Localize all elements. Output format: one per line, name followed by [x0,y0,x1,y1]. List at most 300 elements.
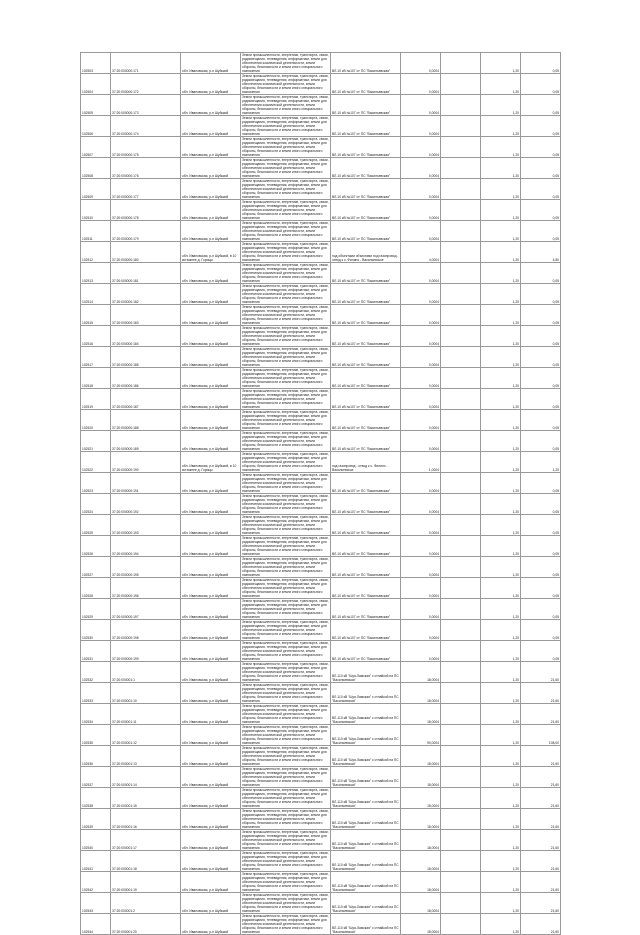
empty-cell [441,95,481,116]
land-category: Земли промышленности, энергетики, транспорта, связи, радиовещания, телевидения, информатики, земли для обеспечения космической деятельности, земли обороны, безопасности и земли иного специального назначения [242,599,329,619]
land-category: Земли промышленности, энергетики, транспорта, связи, радиовещания, телевидения, информатики, земли для обеспечения космической деятельности, земли обороны, безопасности и земли иного специального назначения [242,410,329,430]
cadastral-value: 0,05 [521,284,561,305]
permitted-use: ВЛ-10 кВ №107 от ПС "Васильевская" [331,473,401,494]
area-value: 0,0004 [401,95,441,116]
area-value: 1,0004 [401,452,441,473]
empty-cell [441,116,481,137]
row-number: 102508 [81,158,111,179]
cadastral-number: 37:20:000000:187 [111,389,181,410]
row-number: 102513 [81,263,111,284]
table-row [81,137,561,158]
row-number: 102510 [81,200,111,221]
table-row [81,473,561,494]
row-number: 102539 [81,809,111,830]
permitted-use: ВЛ-10 кВ №107 от ПС "Васильевская" [331,620,401,641]
address: обл. Ивановская, р-н Шуйский [181,557,241,578]
address: обл. Ивановская, р-н Шуйский [181,473,241,494]
permitted-use: ВЛ-110 кВ "Шуя-Ламская" с отпайкой на ПС "Васильевская" [331,767,401,788]
table-row [81,305,561,326]
empty-cell [441,137,481,158]
specific-cost: 1,20 [481,74,521,95]
cadastral-value: 21,60 [521,788,561,809]
address: обл. Ивановская, р-н Шуйский [181,53,241,74]
empty-cell [441,683,481,704]
specific-cost: 1,20 [481,494,521,515]
empty-cell [441,410,481,431]
cadastral-value: 0,05 [521,200,561,221]
address: обл. Ивановская, р-н Шуйский [181,179,241,200]
address: обл. Ивановская, р-н Шуйский [181,158,241,179]
row-number: 102504 [81,74,111,95]
area-value: 18,0004 [401,830,441,851]
table-row [81,830,561,851]
cadastral-value: 0,05 [521,74,561,95]
empty-cell [441,305,481,326]
specific-cost: 1,20 [481,305,521,326]
cadastral-value: 21,60 [521,809,561,830]
table-row [81,788,561,809]
cadastral-value: 4,80 [521,242,561,263]
row-number: 102529 [81,599,111,620]
address: обл. Ивановская, р-н Шуйский [181,137,241,158]
address: обл. Ивановская, р-н Шуйский [181,200,241,221]
specific-cost: 1,20 [481,53,521,74]
cadastral-number: 37:20:000001:12 [111,725,181,746]
specific-cost: 1,20 [481,725,521,746]
cadastral-value: 108,00 [521,725,561,746]
address: обл. Ивановская, р-н Шуйский [181,284,241,305]
table-row [81,914,561,935]
land-category: Земли промышленности, энергетики, транспорта, связи, радиовещания, телевидения, информатики, земли для обеспечения космической деятельности, земли обороны, безопасности и земли иного специального назначения [242,494,329,514]
row-number: 102511 [81,221,111,242]
specific-cost: 1,20 [481,284,521,305]
area-value: 0,0004 [401,326,441,347]
table-row [81,53,561,74]
land-category: Земли промышленности, энергетики, транспорта, связи, радиовещания, телевидения, информатики, земли для обеспечения космической деятельности, земли обороны, безопасности и земли иного специального назначения [242,809,329,829]
row-number: 102533 [81,683,111,704]
address: обл. Ивановская, р-н Шуйский [181,347,241,368]
permitted-use: ВЛ-110 кВ "Шуя-Ламская" с отпайкой на ПС "Васильевская" [331,788,401,809]
cadastral-number: 37:20:000000:171 [111,53,181,74]
land-category: Земли промышленности, энергетики, транспорта, связи, радиовещания, телевидения, информатики, земли для обеспечения космической деятельности, земли обороны, безопасности и земли иного специального назначения [242,284,329,304]
cadastral-number: 37:20:000000:190 [111,452,181,473]
row-number: 102514 [81,284,111,305]
cadastral-number: 37:20:000001:1 [111,662,181,683]
permitted-use: ВЛ-10 кВ №107 от ПС "Васильевская" [331,578,401,599]
specific-cost: 1,20 [481,95,521,116]
cadastral-number: 37:20:000000:192 [111,494,181,515]
permitted-use: ВЛ-110 кВ "Шуя-Ламская" с отпайкой на ПС "Васильевская" [331,746,401,767]
table-row [81,704,561,725]
cadastral-value: 0,05 [521,515,561,536]
specific-cost: 1,20 [481,683,521,704]
empty-cell [441,179,481,200]
specific-cost: 1,20 [481,809,521,830]
address: обл. Ивановская, р-н Шуйский [181,620,241,641]
specific-cost: 1,20 [481,137,521,158]
table-row [81,116,561,137]
row-number: 102542 [81,872,111,893]
address: обл. Ивановская, р-н Шуйский [181,578,241,599]
address: обл. Ивановская, р-н Шуйский [181,305,241,326]
cadastral-number: 37:20:000000:182 [111,284,181,305]
area-value: 0,0004 [401,368,441,389]
permitted-use: ВЛ-10 кВ №107 от ПС "Васильевская" [331,95,401,116]
land-category: Земли промышленности, энергетики, транспорта, связи, радиовещания, телевидения, информатики, земли для обеспечения космической деятельности, земли обороны, безопасности и земли иного специального назначения [242,515,329,535]
specific-cost: 1,20 [481,116,521,137]
cadastral-value: 1,20 [521,452,561,473]
empty-cell [441,851,481,872]
specific-cost: 1,20 [481,746,521,767]
permitted-use: ВЛ-110 кВ "Шуя-Ламская" с отпайкой на ПС "Васильевская" [331,704,401,725]
land-category: Земли промышленности, энергетики, транспорта, связи, радиовещания, телевидения, информатики, земли для обеспечения космической деятельности, земли обороны, безопасности и земли иного специального назначения [242,851,329,871]
permitted-use: ВЛ-110 кВ "Шуя-Ламская" с отпайкой на ПС "Васильевская" [331,809,401,830]
table-row [81,74,561,95]
row-number: 102532 [81,662,111,683]
land-category: Земли промышленности, энергетики, транспорта, связи, радиовещания, телевидения, информатики, земли для обеспечения космической деятельности, земли обороны, безопасности и земли иного специального назначения [242,200,329,220]
land-category: Земли промышленности, энергетики, транспорта, связи, радиовещания, телевидения, информатики, земли для обеспечения космической деятельности, земли обороны, безопасности и земли иного специального назначения [242,578,329,598]
cadastral-number: 37:20:000000:178 [111,200,181,221]
address: обл. Ивановская, р-н Шуйский [181,536,241,557]
specific-cost: 1,20 [481,410,521,431]
specific-cost: 1,20 [481,620,521,641]
row-number: 102538 [81,788,111,809]
cadastral-number: 37:20:000000:188 [111,410,181,431]
address: обл. Ивановская, р-н Шуйский [181,431,241,452]
land-category: Земли промышленности, энергетики, транспорта, связи, радиовещания, телевидения, информатики, земли для обеспечения космической деятельности, земли обороны, безопасности и земли иного специального назначения [242,326,329,346]
empty-cell [441,242,481,263]
table-row [81,515,561,536]
permitted-use: ВЛ-10 кВ №107 от ПС "Васильевская" [331,305,401,326]
cadastral-number: 37:20:000001:18 [111,851,181,872]
specific-cost: 1,20 [481,641,521,662]
cadastral-number: 37:20:000000:191 [111,473,181,494]
address: обл. Ивановская, р-н Шуйский [181,872,241,893]
empty-cell [441,830,481,851]
land-category: Земли промышленности, энергетики, транспорта, связи, радиовещания, телевидения, информатики, земли для обеспечения космической деятельности, земли обороны, безопасности и земли иного специального назначения [242,536,329,556]
row-number: 102537 [81,767,111,788]
address: обл. Ивановская, р-н Шуйский [181,851,241,872]
address: обл. Ивановская, р-н Шуйский [181,683,241,704]
row-number: 102512 [81,242,111,263]
cadastral-value: 0,05 [521,158,561,179]
area-value: 18,0004 [401,662,441,683]
address: обл. Ивановская, р-н Шуйский [181,725,241,746]
area-value: 0,0004 [401,557,441,578]
empty-cell [441,284,481,305]
empty-cell [441,158,481,179]
table-row [81,809,561,830]
cadastral-number: 37:20:000000:176 [111,158,181,179]
specific-cost: 1,20 [481,389,521,410]
area-value: 0,0004 [401,599,441,620]
address: обл. Ивановская, р-н Шуйский [181,389,241,410]
specific-cost: 1,20 [481,347,521,368]
area-value: 0,0004 [401,494,441,515]
row-number: 102515 [81,305,111,326]
cadastral-value: 21,60 [521,914,561,935]
cadastral-number: 37:20:000001:2 [111,893,181,914]
specific-cost: 1,20 [481,578,521,599]
area-value: 18,0004 [401,809,441,830]
permitted-use: ВЛ-110 кВ "Шуя-Ламская" с отпайкой на ПС "Васильевская" [331,725,401,746]
table-row [81,179,561,200]
cadastral-number: 37:20:000000:184 [111,326,181,347]
specific-cost: 1,20 [481,368,521,389]
cadastral-number: 37:20:000000:177 [111,179,181,200]
row-number: 102525 [81,515,111,536]
cadastral-number: 37:20:000001:17 [111,830,181,851]
cadastral-number: 37:20:000000:189 [111,431,181,452]
row-number: 102527 [81,557,111,578]
permitted-use: ВЛ-10 кВ №107 от ПС "Васильевская" [331,641,401,662]
cadastral-value: 0,05 [521,641,561,662]
cadastral-value: 21,60 [521,767,561,788]
empty-cell [441,431,481,452]
specific-cost: 1,20 [481,830,521,851]
area-value: 18,0004 [401,851,441,872]
cadastral-value: 21,60 [521,704,561,725]
permitted-use: ВЛ-110 кВ "Шуя-Ламская" с отпайкой на ПС "Васильевская" [331,914,401,935]
cadastral-value: 0,05 [521,536,561,557]
area-value: 18,0004 [401,704,441,725]
cadastral-number: 37:20:000000:173 [111,95,181,116]
empty-cell [441,872,481,893]
cadastral-value: 0,05 [521,389,561,410]
row-number: 102506 [81,116,111,137]
cadastral-number: 37:20:000001:16 [111,809,181,830]
empty-cell [441,494,481,515]
area-value: 0,0004 [401,305,441,326]
area-value: 0,0004 [401,410,441,431]
row-number: 102541 [81,851,111,872]
empty-cell [441,704,481,725]
row-number: 102540 [81,830,111,851]
cadastral-value: 0,05 [521,326,561,347]
row-number: 102505 [81,95,111,116]
specific-cost: 1,20 [481,221,521,242]
specific-cost: 1,20 [481,515,521,536]
table-row [81,263,561,284]
empty-cell [441,914,481,935]
row-number: 102535 [81,725,111,746]
cadastral-value: 0,05 [521,368,561,389]
cadastral-number: 37:20:000001:10 [111,683,181,704]
land-category: Земли промышленности, энергетики, транспорта, связи, радиовещания, телевидения, информатики, земли для обеспечения космической деятельности, земли обороны, безопасности и земли иного специального назначения [242,305,329,325]
land-category: Земли промышленности, энергетики, транспорта, связи, радиовещания, телевидения, информатики, земли для обеспечения космической деятельности, земли обороны, безопасности и земли иного специального назначения [242,221,329,241]
land-category: Земли промышленности, энергетики, транспорта, связи, радиовещания, телевидения, информатики, земли для обеспечения космической деятельности, земли обороны, безопасности и земли иного специального назначения [242,452,329,472]
cadastral-value: 21,60 [521,662,561,683]
specific-cost: 1,20 [481,704,521,725]
cadastral-number: 37:20:000000:179 [111,221,181,242]
table-row [81,200,561,221]
address: обл. Ивановская, р-н Шуйский [181,893,241,914]
address: обл. Ивановская, р-н Шуйский [181,116,241,137]
empty-cell [441,221,481,242]
permitted-use: ВЛ-10 кВ №107 от ПС "Васильевская" [331,326,401,347]
permitted-use: под объектами объектами под газопровод - отвод к с. Филино - Васильевское [331,242,401,263]
area-value: 18,0004 [401,872,441,893]
row-number: 102530 [81,620,111,641]
empty-cell [441,725,481,746]
land-category: Земли промышленности, энергетики, транспорта, связи, радиовещания, телевидения, информатики, земли для обеспечения космической деятельности, земли обороны, безопасности и земли иного специального назначения [242,830,329,850]
address: обл. Ивановская, р-н Шуйский [181,326,241,347]
empty-cell [441,368,481,389]
row-number: 102503 [81,53,111,74]
specific-cost: 1,20 [481,263,521,284]
empty-cell [441,767,481,788]
land-category: Земли промышленности, энергетики, транспорта, связи, радиовещания, телевидения, информатики, земли для обеспечения космической деятельности, земли обороны, безопасности и земли иного специального назначения [242,179,329,199]
table-row [81,368,561,389]
empty-cell [441,788,481,809]
empty-cell [441,599,481,620]
address: обл. Ивановская, р-н Шуйский [181,830,241,851]
row-number: 102528 [81,578,111,599]
cadastral-value: 21,60 [521,893,561,914]
permitted-use: ВЛ-110 кВ "Шуя-Ламская" с отпайкой на ПС "Васильевская" [331,830,401,851]
table-row [81,893,561,914]
table-row [81,431,561,452]
land-category: Земли промышленности, энергетики, транспорта, связи, радиовещания, телевидения, информатики, земли для обеспечения космической деятельности, земли обороны, безопасности и земли иного специального назначения [242,557,329,577]
table-row [81,851,561,872]
empty-cell [441,641,481,662]
specific-cost: 1,20 [481,557,521,578]
cadastral-number: 37:20:000000:186 [111,368,181,389]
permitted-use: ВЛ-10 кВ №107 от ПС "Васильевская" [331,599,401,620]
row-number: 102531 [81,641,111,662]
cadastral-number: 37:20:000000:175 [111,137,181,158]
empty-cell [441,662,481,683]
address: обл. Ивановская, р-н Шуйский [181,515,241,536]
cadastral-number: 37:20:000001:14 [111,767,181,788]
address: обл. Ивановская, р-н Шуйский, в 10 км южнее д. Горицы [181,452,241,473]
specific-cost: 1,20 [481,662,521,683]
permitted-use: ВЛ-10 кВ №107 от ПС "Васильевская" [331,557,401,578]
row-number: 102534 [81,704,111,725]
row-number: 102509 [81,179,111,200]
address: обл. Ивановская, р-н Шуйский [181,410,241,431]
area-value: 0,0004 [401,179,441,200]
cadastral-number: 37:20:000001:11 [111,704,181,725]
cadastral-value: 0,05 [521,494,561,515]
permitted-use: ВЛ-110 кВ "Шуя-Ламская" с отпайкой на ПС "Васильевская" [331,683,401,704]
land-category: Земли промышленности, энергетики, транспорта, связи, радиовещания, телевидения, информатики, земли для обеспечения космической деятельности, земли обороны, безопасности и земли иного специального назначения [242,620,329,640]
empty-cell [441,515,481,536]
specific-cost: 1,20 [481,893,521,914]
cadastral-value: 21,60 [521,683,561,704]
row-number: 102523 [81,473,111,494]
cadastral-number: 37:20:000000:198 [111,620,181,641]
table-row [81,284,561,305]
permitted-use: ВЛ-10 кВ №107 от ПС "Васильевская" [331,536,401,557]
land-plot-table [80,52,561,935]
cadastral-value: 0,05 [521,620,561,641]
cadastral-value: 0,05 [521,578,561,599]
land-category: Земли промышленности, энергетики, транспорта, связи, радиовещания, телевидения, информатики, земли для обеспечения космической деятельности, земли обороны, безопасности и земли иного специального назначения [242,767,329,787]
area-value: 18,0004 [401,788,441,809]
cadastral-value: 0,05 [521,410,561,431]
cadastral-number: 37:20:000000:199 [111,641,181,662]
specific-cost: 1,20 [481,536,521,557]
empty-cell [441,452,481,473]
permitted-use: ВЛ-10 кВ №107 от ПС "Васильевская" [331,263,401,284]
area-value: 0,0004 [401,116,441,137]
land-category: Земли промышленности, энергетики, транспорта, связи, радиовещания, телевидения, информатики, земли для обеспечения космической деятельности, земли обороны, безопасности и земли иного специального назначения [242,368,329,388]
table-row [81,158,561,179]
empty-cell [441,53,481,74]
empty-cell [441,326,481,347]
land-category: Земли промышленности, энергетики, транспорта, связи, радиовещания, телевидения, информатики, земли для обеспечения космической деятельности, земли обороны, безопасности и земли иного специального назначения [242,95,329,115]
cadastral-value: 0,05 [521,431,561,452]
land-category: Земли промышленности, энергетики, транспорта, связи, радиовещания, телевидения, информатики, земли для обеспечения космической деятельности, земли обороны, безопасности и земли иного специального назначения [242,872,329,892]
cadastral-value: 0,05 [521,599,561,620]
specific-cost: 1,20 [481,851,521,872]
cadastral-value: 0,05 [521,557,561,578]
land-category: Земли промышленности, энергетики, транспорта, связи, радиовещания, телевидения, информатики, земли для обеспечения космической деятельности, земли обороны, безопасности и земли иного специального назначения [242,137,329,157]
table-row [81,767,561,788]
cadastral-value: 0,05 [521,263,561,284]
address: обл. Ивановская, р-н Шуйский [181,809,241,830]
specific-cost: 1,20 [481,431,521,452]
row-number: 102517 [81,347,111,368]
cadastral-number: 37:20:000001:20 [111,914,181,935]
address: обл. Ивановская, р-н Шуйский [181,704,241,725]
address: обл. Ивановская, р-н Шуйский [181,767,241,788]
area-value: 18,0004 [401,893,441,914]
row-number: 102518 [81,368,111,389]
area-value: 4,0004 [401,242,441,263]
permitted-use: ВЛ-10 кВ №107 от ПС "Васильевская" [331,221,401,242]
address: обл. Ивановская, р-н Шуйский, в 10 км южнее д. Горицы [181,242,241,263]
area-value: 0,0004 [401,620,441,641]
permitted-use: ВЛ-110 кВ "Шуя-Ламская" с отпайкой на ПС "Васильевская" [331,662,401,683]
row-number: 102507 [81,137,111,158]
specific-cost: 1,20 [481,767,521,788]
cadastral-number: 37:20:000000:180 [111,242,181,263]
cadastral-number: 37:20:000001:15 [111,788,181,809]
table-row [81,725,561,746]
table-row [81,410,561,431]
cadastral-number: 37:20:000001:13 [111,746,181,767]
permitted-use: ВЛ-10 кВ №107 от ПС "Васильевская" [331,137,401,158]
specific-cost: 1,20 [481,200,521,221]
land-category: Земли промышленности, энергетики, транспорта, связи, радиовещания, телевидения, информатики, земли для обеспечения космической деятельности, земли обороны, безопасности и земли иного специального назначения [242,641,329,661]
permitted-use: ВЛ-10 кВ №107 от ПС "Васильевская" [331,347,401,368]
empty-cell [441,809,481,830]
specific-cost: 1,20 [481,872,521,893]
cadastral-value: 0,05 [521,95,561,116]
address: обл. Ивановская, р-н Шуйский [181,221,241,242]
permitted-use: ВЛ-110 кВ "Шуя-Ламская" с отпайкой на ПС "Васильевская" [331,893,401,914]
area-value: 0,0004 [401,263,441,284]
row-number: 102519 [81,389,111,410]
table-row [81,95,561,116]
table-row [81,641,561,662]
table-row [81,557,561,578]
address: обл. Ивановская, р-н Шуйский [181,746,241,767]
land-category: Земли промышленности, энергетики, транспорта, связи, радиовещания, телевидения, информатики, земли для обеспечения космической деятельности, земли обороны, безопасности и земли иного специального назначения [242,662,329,682]
table-row [81,326,561,347]
address: обл. Ивановская, р-н Шуйский [181,74,241,95]
cadastral-number: 37:20:000000:194 [111,536,181,557]
land-category: Земли промышленности, энергетики, транспорта, связи, радиовещания, телевидения, информатики, земли для обеспечения космической деятельности, земли обороны, безопасности и земли иного специального назначения [242,683,329,703]
permitted-use: ВЛ-10 кВ №107 от ПС "Васильевская" [331,515,401,536]
land-category: Земли промышленности, энергетики, транспорта, связи, радиовещания, телевидения, информатики, земли для обеспечения космической деятельности, земли обороны, безопасности и земли иного специального назначения [242,242,329,262]
empty-cell [441,263,481,284]
cadastral-number: 37:20:000000:193 [111,515,181,536]
area-value: 0,0004 [401,515,441,536]
area-value: 0,0004 [401,53,441,74]
